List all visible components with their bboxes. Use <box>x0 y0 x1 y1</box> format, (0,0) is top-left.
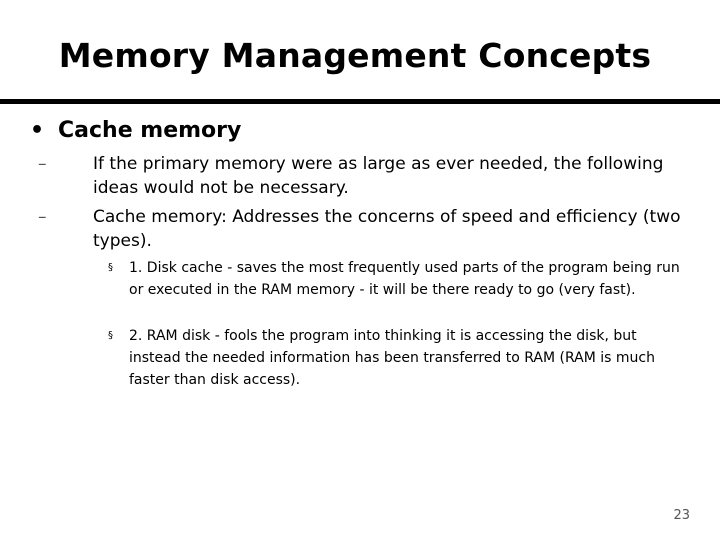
page-number: 23 <box>673 508 690 523</box>
sub-bullet-cache-concerns <box>38 205 698 253</box>
slide-title: Memory Management Concepts <box>58 36 652 75</box>
list-item-ram-disk <box>108 325 688 391</box>
dash-marker: – <box>38 154 47 174</box>
bullet-marker: • <box>30 118 45 143</box>
sub-bullet-primary-memory <box>38 152 698 200</box>
list-item-disk-cache <box>108 257 688 301</box>
sub-bullet-text: Cache memory: Addresses the concerns of speed and efficiency (two types). <box>93 207 681 251</box>
list-item-text: 2. RAM disk - fools the program into thinking it is accessing the disk, but instead the needed information has been transferred to RAM (RAM is much faster than disk access). <box>129 328 655 388</box>
bullet-text: Cache memory <box>58 118 242 143</box>
sub-bullet-text: If the primary memory were as large as ever needed, the following ideas would not be necessary. <box>93 154 664 198</box>
square-bullet-marker: § <box>108 262 113 273</box>
title-divider <box>0 99 720 104</box>
list-item-text: 1. Disk cache - saves the most frequently used parts of the program being run or executed in the RAM memory - it will be there ready to go (very fast). <box>129 260 680 298</box>
square-bullet-marker: § <box>108 330 113 341</box>
dash-marker: – <box>38 207 47 227</box>
bullet-cache-memory <box>30 118 241 143</box>
